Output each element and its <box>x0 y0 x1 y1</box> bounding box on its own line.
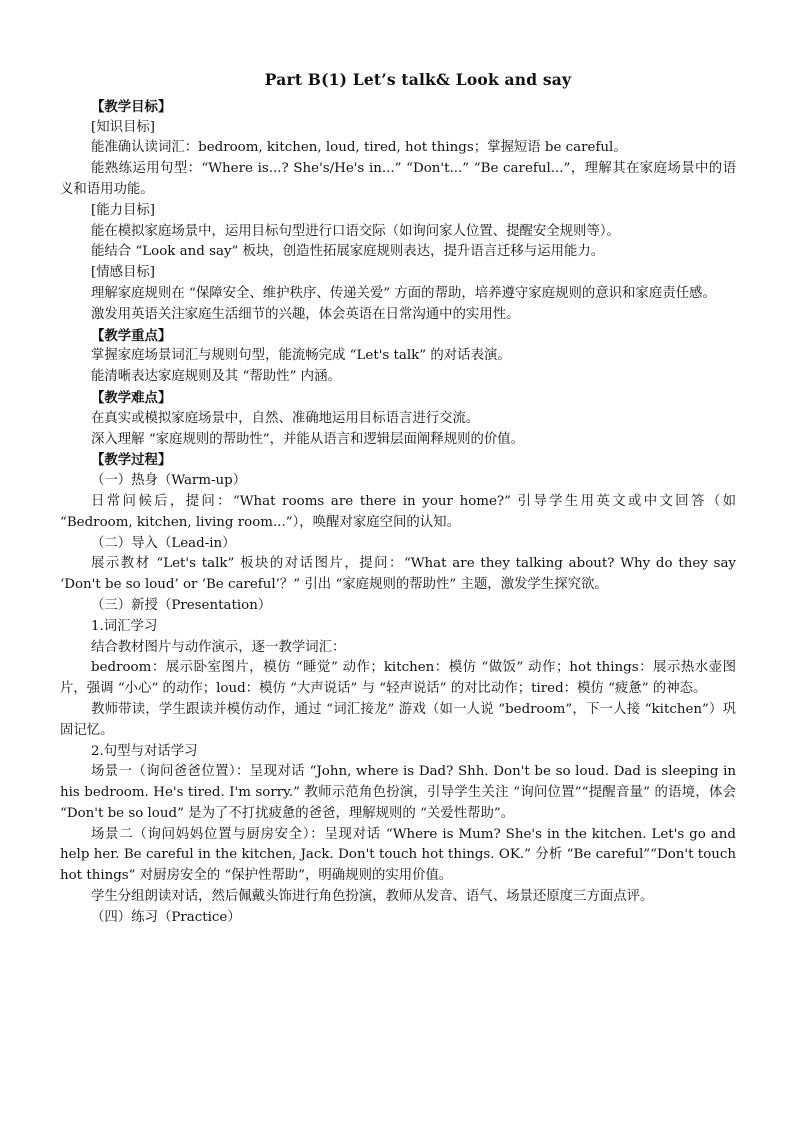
page-title: Part B(1) Let’s talk& Look and say <box>264 70 572 89</box>
paragraph: 展示教材 “Let's talk” 板块的对话图片，提问：“What are they talking about? Why do they say ‘Don't be so loud’ or ‘Be careful’？” 引出 “家庭规则的帮助性” 主题，激发学生探究欲。 <box>60 556 736 593</box>
paragraph: 能在模拟家庭场景中，运用目标句型进行口语交际（如询问家人位置、提醒安全规则等）。 <box>91 223 620 239</box>
paragraph: 能结合 “Look and say” 板块，创造性拓展家庭规则表达，提升语言迁移与运用能力。 <box>91 244 605 260</box>
paragraph: 激发用英语关注家庭生活细节的兴趣，体会英语在日常沟通中的实用性。 <box>91 306 520 322</box>
paragraph: 掌握家庭场景词汇与规则句型，能流畅完成 “Let's talk” 的对话表演。 <box>91 348 511 364</box>
paragraph: 能清晰表达家庭规则及其 “帮助性” 内涵。 <box>91 369 341 385</box>
section-heading: 【教学难点】 <box>91 389 172 406</box>
section-heading: 【教学重点】 <box>91 327 172 344</box>
paragraph: 理解家庭规则在 “保障安全、维护秩序、传递关爱” 方面的帮助，培养遵守家庭规则的意识和家庭责任感。 <box>91 285 716 301</box>
section-heading: 【教学过程】 <box>91 452 172 469</box>
paragraph: 学生分组朗读对话，然后佩戴头饰进行角色扮演，教师从发音、语气、场景还原度三方面点评。 <box>91 889 654 905</box>
paragraph: 能准确认读词汇：bedroom, kitchen, loud, tired, hot things；掌握短语 be careful。 <box>91 140 627 156</box>
paragraph: 1.词汇学习 <box>91 618 158 634</box>
paragraph: 深入理解 “家庭规则的帮助性”，并能从语言和逻辑层面阐释规则的价值。 <box>91 431 525 447</box>
paragraph: （四）练习（Practice） <box>91 909 241 925</box>
paragraph: （三）新授（Presentation） <box>91 597 272 613</box>
paragraph: 场景一（询问爸爸位置）：呈现对话 “John, where is Dad? Shh. Don't be so loud. Dad is sleeping in his bedroom. He's tired. I'm sorry.” 教师示范角色扮演，引导学生关注 “询问位置”“提醒音量” 的语境，体会 “Don't be so loud” 是为了不打扰疲惫的爸爸，理解规则的 “关爱性帮助”。 <box>60 764 736 821</box>
paragraph: （二）导入（Lead-in） <box>91 535 236 551</box>
paragraph: 能熟练运用句型：“Where is...? She's/He's in...” “Don't...” “Be careful...”，理解其在家庭场景中的语义和语用功能。 <box>60 161 736 197</box>
section-heading: 【教学目标】 <box>91 98 172 115</box>
paragraph: bedroom：展示卧室图片，模仿 “睡觉” 动作；kitchen：模仿 “做饭” 动作；hot things：展示热水壶图片，强调 “小心” 的动作；loud：模仿 “大声说话” 与 “轻声说话” 的对比动作；tired：模仿 “疲惫” 的神态。 <box>60 660 736 697</box>
document-body <box>60 97 736 929</box>
paragraph: 在真实或模拟家庭场景中，自然、准确地运用目标语言进行交流。 <box>91 410 480 426</box>
paragraph: 结合教材图片与动作演示，逐一教学词汇： <box>91 639 346 655</box>
paragraph: 2.句型与对话学习 <box>91 743 198 759</box>
paragraph: 教师带读，学生跟读并模仿动作，通过 “词汇接龙” 游戏（如一人说 “bedroom”，下一人接 “kitchen”）巩固记忆。 <box>60 701 736 738</box>
paragraph: 日常问候后，提问：“What rooms are there in your home?” 引导学生用英文或中文回答（如 “Bedroom, kitchen, living room...”），唤醒对家庭空间的认知。 <box>60 493 736 530</box>
paragraph: [知识目标] <box>91 119 156 135</box>
paragraph: [情感目标] <box>91 265 156 281</box>
paragraph: （一）热身（Warm-up） <box>91 473 247 489</box>
paragraph: [能力目标] <box>91 202 156 218</box>
paragraph: 场景二（询问妈妈位置与厨房安全）：呈现对话 “Where is Mum? She's in the kitchen. Let's go and help her. Be careful in the kitchen, Jack. Don't touch hot things. OK.” 分析 “Be careful”“Don't touch hot things” 对厨房安全的 “保护性帮助”，明确规则的实用价值。 <box>60 826 736 884</box>
